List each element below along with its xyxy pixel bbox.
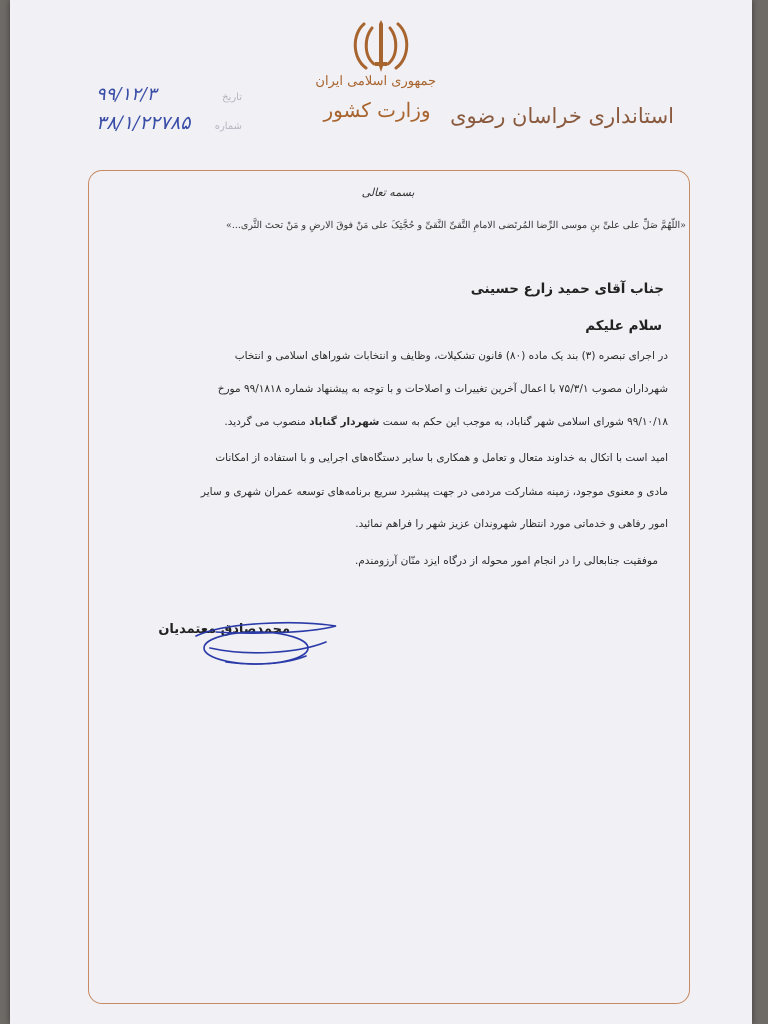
salawat-invocation: «اللّهُمَّ صَلِّ علی علیِّ بنِ موسی الرِّضا المُرتَضی الامامِ التَّقیِّ النَّقیِّ و حُجَّتِکَ علی مَنْ فوقَ الارضِ و مَنْ تحتَ الثَّری...» (226, 220, 686, 231)
closing-line: موفقیت جنابعالی را در انجام امور محوله از درگاه ایزد منّان آرزومندم. (354, 555, 658, 567)
signature-scribble-icon (186, 612, 342, 672)
number-label: شماره (214, 121, 242, 132)
signatory-name: محمدصادق معتمدیان (158, 622, 290, 637)
paragraph-2-line-3: امور رفاهی و خدماتی مورد انتظار شهروندان عزیز شهر را فراهم نمائید. (355, 518, 668, 530)
paragraph-2-line-1: امید است با اتکال به خداوند متعال و تعامل و همکاری با سایر دستگاه‌های اجرایی و با استفاده از امکانات (215, 452, 668, 464)
bismillah-heading: بسمه تعالی (361, 186, 415, 199)
greeting-text: سلام علیکم (585, 318, 662, 334)
appointment-title: شهردار گناباد (309, 416, 380, 428)
paragraph-1-line-3 (140, 416, 668, 428)
paragraph-1-line-1: در اجرای تبصره (۳) بند یک ماده (۸۰) قانون تشکیلات، وظایف و انتخابات شوراهای اسلامی و انتخاب (234, 350, 668, 362)
iran-emblem-icon (348, 16, 414, 78)
paragraph-2-line-2: مادی و معنوی موجود، زمینه مشارکت مردمی در جهت پیشبرد سریع برنامه‌های توسعه عمران شهری و سایر (200, 486, 668, 498)
ministry-country-name: جمهوری اسلامی ایران (315, 74, 436, 89)
date-label: تاریخ (222, 92, 242, 103)
date-value: ۹۹/۱۲/۳ (96, 84, 157, 105)
province-office-title: استانداری خراسان رضوی (450, 104, 674, 128)
paragraph-1-line-3-a: ۹۹/۱۰/۱۸ شورای اسلامی شهر گناباد، به موجب این حکم به سمت (382, 416, 668, 428)
paragraph-1-line-2: شهرداران مصوب ۷۵/۳/۱ با اعمال آخرین تغییرات و اصلاحات و با توجه به پیشنهاد شماره ۹۹/۱۸۱۸ مورخ (217, 383, 668, 395)
number-value: ۳۸/۱/۲۲۷۸۵ (96, 112, 191, 134)
ministry-name: وزارت کشور (323, 98, 431, 122)
paragraph-1-line-3-c: منصوب می گردید. (224, 416, 306, 428)
recipient-name: جناب آقای حمید زارع حسینی (470, 281, 664, 297)
